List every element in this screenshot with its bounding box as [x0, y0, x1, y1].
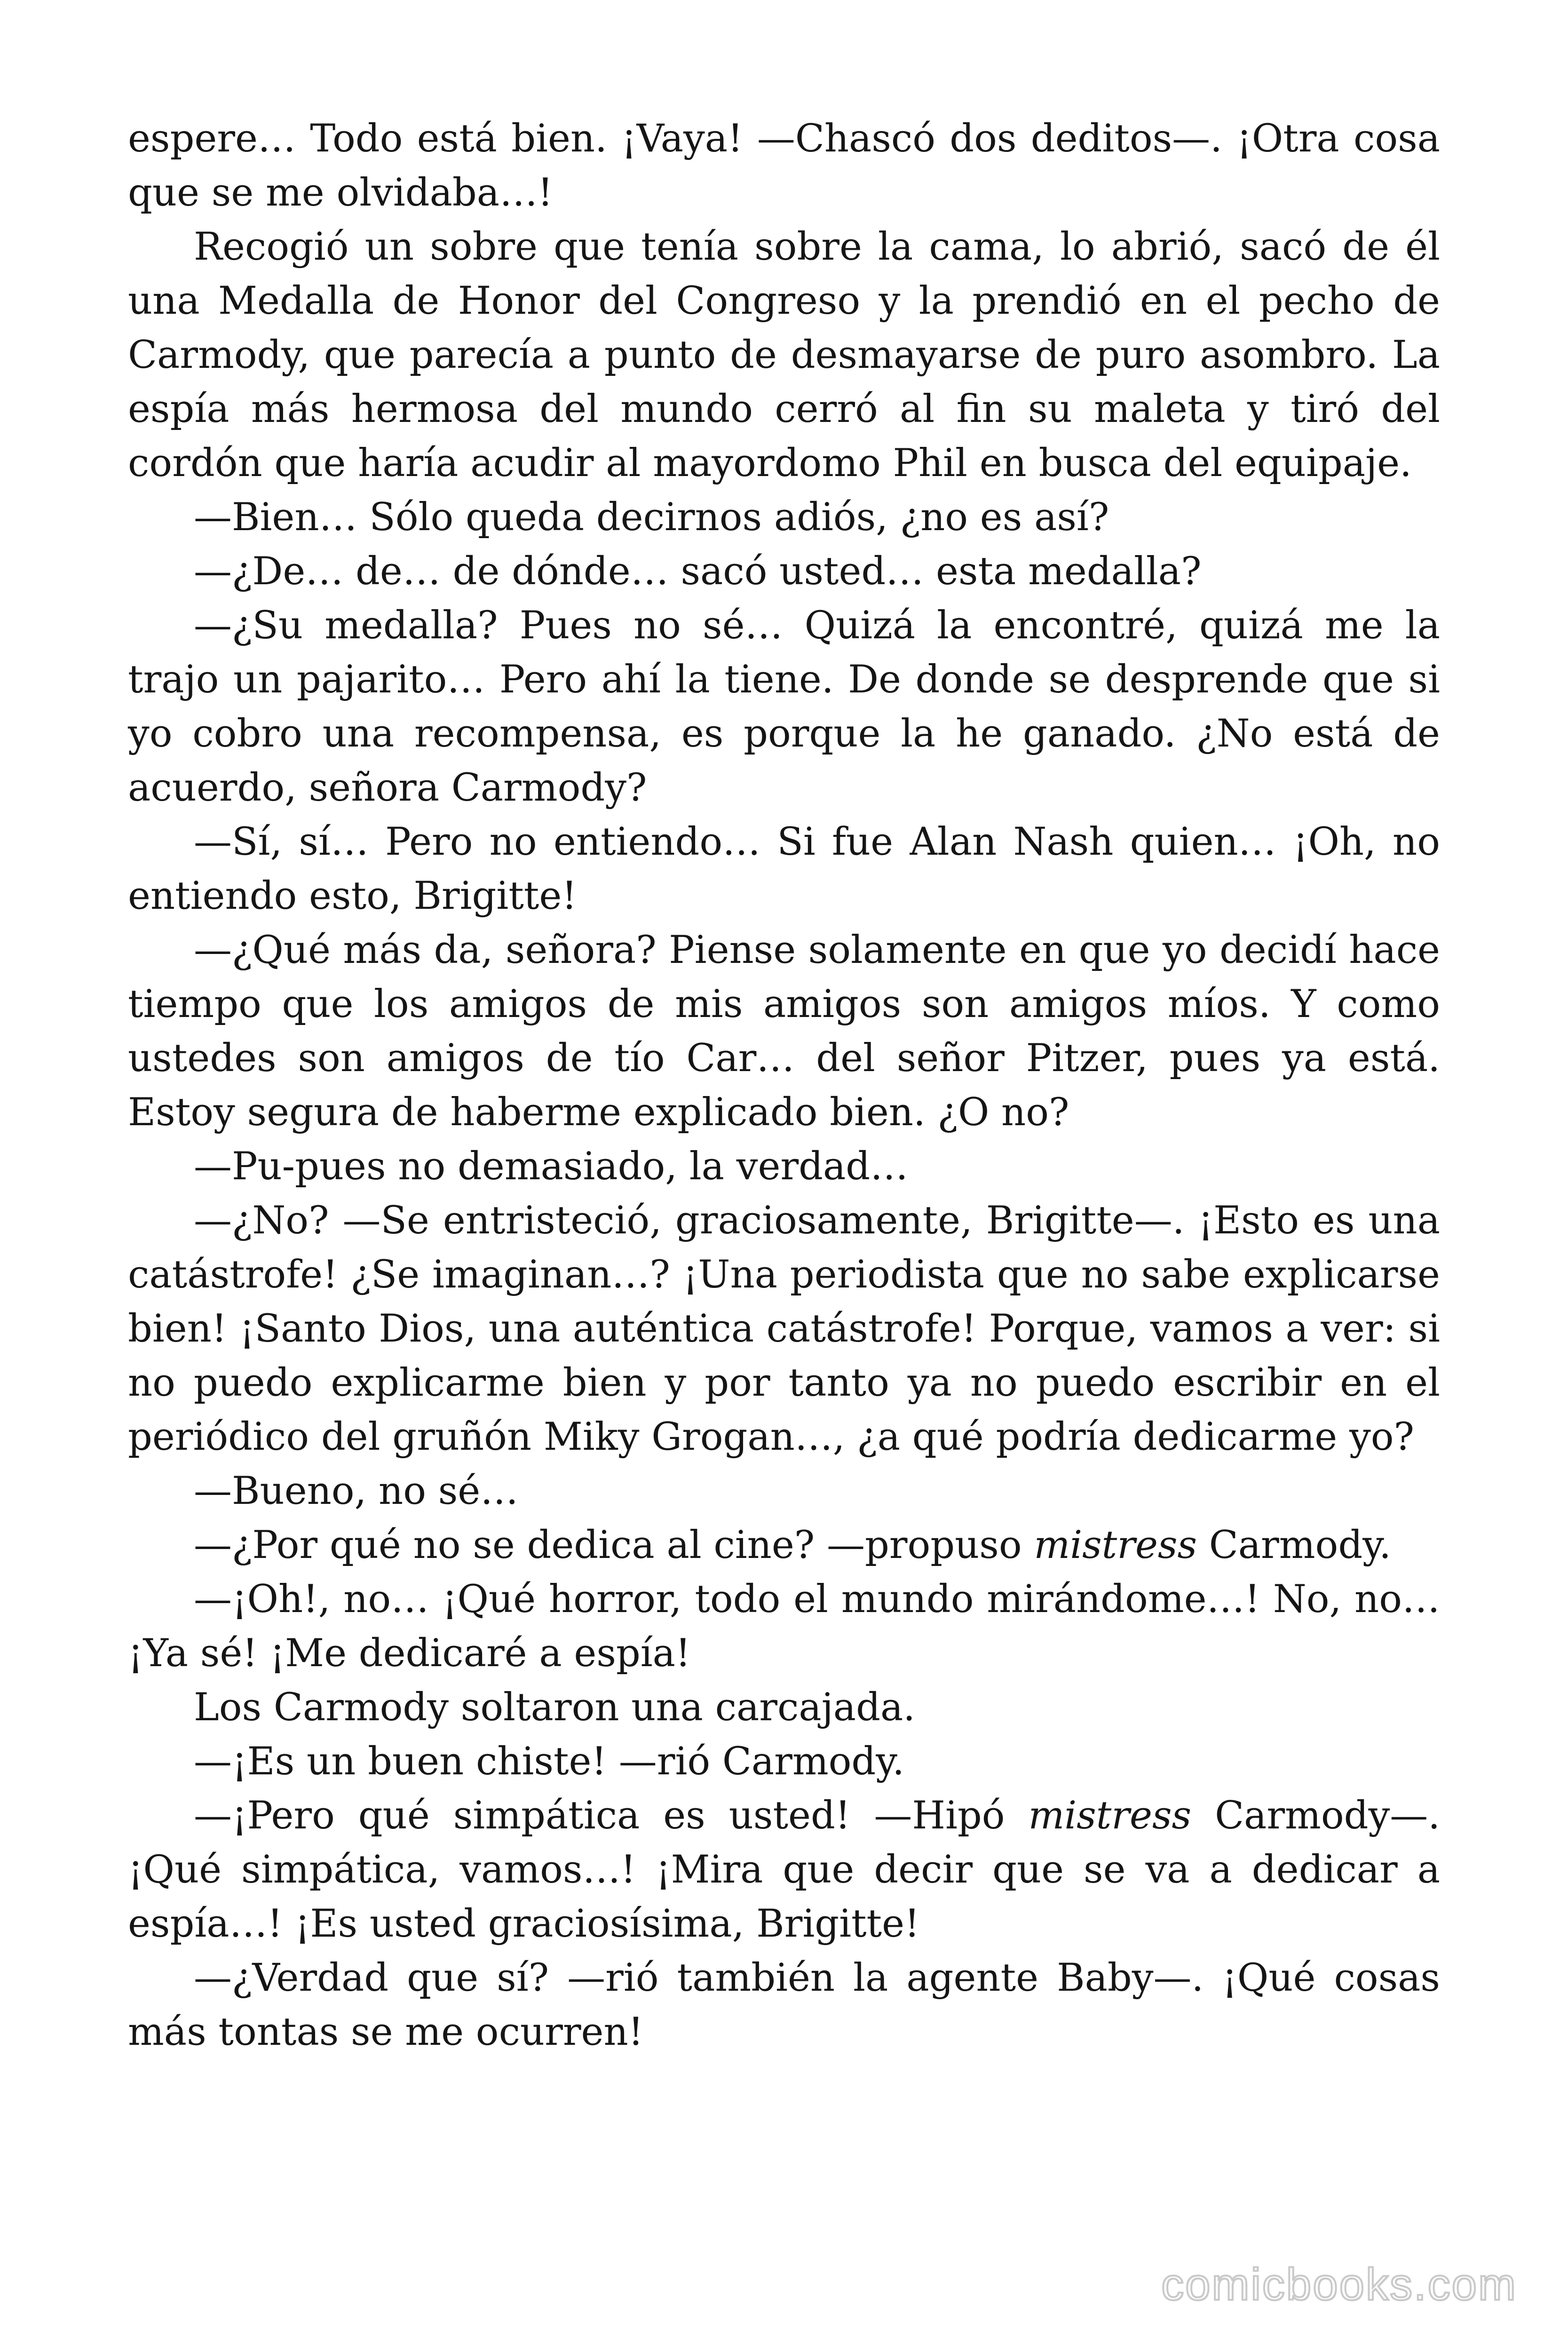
paragraph-7	[128, 923, 1440, 1140]
paragraph-8	[128, 1140, 1440, 1194]
paragraph-6	[128, 815, 1440, 923]
text-run: Recogió un sobre que tenía sobre la cama, lo abrió, sacó de él una Medalla de Honor del Congreso y la prendió en el pecho de Carmody, que parecía a punto de desmayarse de puro asombro. La espía más hermosa del mundo cerró al fin su maleta y tiró del cordón que haría acudir al mayordomo Phil en busca del equipaje.	[128, 225, 1440, 485]
paragraph-16	[128, 1951, 1440, 2059]
text-run: —¿Qué más da, señora? Piense solamente en que yo decidí hace tiempo que los amigos de mis amigos son amigos míos. Y como ustedes son amigos de tío Car… del señor Pitzer, pues ya está. Estoy segura de haberme explicado bien. ¿O no?	[128, 928, 1440, 1135]
text-run: —¿Verdad que sí? —rió también la agente Baby—. ¡Qué cosas más tontas se me ocurren!	[128, 1956, 1440, 2054]
text-run: —¡Pero qué simpática es usted! —Hipó	[194, 1794, 1029, 1838]
text-run: —¡Es un buen chiste! —rió Carmody.	[194, 1740, 905, 1784]
text-run: —Pu-pues no demasiado, la verdad…	[194, 1144, 909, 1189]
paragraph-10	[128, 1464, 1440, 1518]
watermark: comicbooks.com	[1161, 2259, 1517, 2310]
page-body	[128, 112, 1440, 2059]
paragraph-15	[128, 1789, 1440, 1951]
paragraph-11	[128, 1518, 1440, 1573]
text-run: —Bueno, no sé…	[194, 1469, 519, 1513]
paragraph-9	[128, 1194, 1440, 1464]
text-run: —¿Por qué no se dedica al cine? —propuso	[194, 1523, 1034, 1567]
paragraph-4	[128, 545, 1440, 599]
paragraph-13	[128, 1681, 1440, 1735]
text-run: —¿Su medalla? Pues no sé… Quizá la encontré, quizá me la trajo un pajarito… Pero ahí la tiene. De donde se desprende que si yo cobro una recompensa, es porque la he ganado. ¿No está de acuerdo, señora Carmody?	[128, 604, 1440, 810]
paragraph-2	[128, 220, 1440, 491]
text-run: Los Carmody soltaron una carcajada.	[194, 1685, 915, 1730]
text-run: espere… Todo está bien. ¡Vaya! —Chascó dos deditos—. ¡Otra cosa que se me olvidaba…!	[128, 117, 1440, 215]
paragraph-14	[128, 1735, 1440, 1789]
paragraph-5	[128, 599, 1440, 815]
text-run: —¡Oh!, no… ¡Qué horror, todo el mundo mirándome…! No, no… ¡Ya sé! ¡Me dedicaré a espía!	[128, 1577, 1440, 1676]
text-run: —¿De… de… de dónde… sacó usted… esta medalla?	[194, 549, 1202, 594]
paragraph-3	[128, 491, 1440, 545]
paragraph-1	[128, 112, 1440, 220]
text-run: —¿No? —Se entristeció, graciosamente, Brigitte—. ¡Esto es una catástrofe! ¿Se imaginan…? ¡Una periodista que no sabe explicarse bien! ¡Santo Dios, una auténtica catástrofe! Porque, vamos a ver: si no puedo explicarme bien y por tanto ya no puedo escribir en el periódico del gruñón Miky Grogan…, ¿a qué podría dedicarme yo?	[128, 1199, 1440, 1459]
text-run: —Bien… Sólo queda decirnos adiós, ¿no es así?	[194, 495, 1109, 540]
italic-word: mistress	[1034, 1523, 1197, 1567]
text-run: —Sí, sí… Pero no entiendo… Si fue Alan Nash quien… ¡Oh, no entiendo esto, Brigitte!	[128, 820, 1440, 918]
paragraph-12	[128, 1573, 1440, 1681]
text-run: Carmody.	[1197, 1523, 1391, 1567]
italic-word: mistress	[1028, 1794, 1192, 1838]
text-run: Carmody—. ¡Qué simpática, vamos…! ¡Mira que decir que se va a dedicar a espía…! ¡Es usted graciosísima, Brigitte!	[128, 1794, 1440, 1946]
